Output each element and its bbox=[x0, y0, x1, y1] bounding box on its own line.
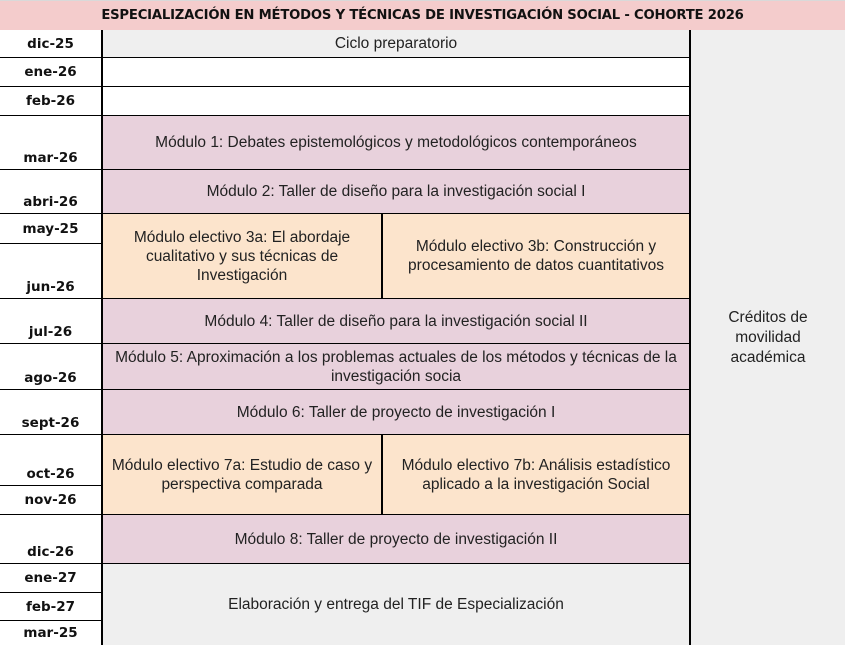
block-modulo-4: Módulo 4: Taller de diseño para la investigación social II bbox=[103, 299, 691, 344]
block-modulo-1: Módulo 1: Debates epistemológicos y metodológicos contemporáneos bbox=[103, 116, 691, 170]
month-label: sept-26 bbox=[0, 390, 103, 435]
month-label: abri-26 bbox=[0, 170, 103, 214]
month-label: nov-26 bbox=[0, 486, 103, 515]
block-modulo-6: Módulo 6: Taller de proyecto de investigación I bbox=[103, 390, 691, 435]
month-label: ene-27 bbox=[0, 564, 103, 593]
page-title: ESPECIALIZACIÓN EN MÉTODOS Y TÉCNICAS DE INVESTIGACIÓN SOCIAL - COHORTE 2026 bbox=[0, 0, 845, 30]
month-label: dic-25 bbox=[0, 30, 103, 58]
month-label: may-25 bbox=[0, 214, 103, 244]
month-label: oct-26 bbox=[0, 435, 103, 486]
month-label: feb-26 bbox=[0, 87, 103, 116]
month-label: ago-26 bbox=[0, 344, 103, 390]
block-modulo-7b: Módulo electivo 7b: Análisis estadístico aplicado a la investigación Social bbox=[383, 435, 691, 515]
block-modulo-5: Módulo 5: Aproximación a los problemas actuales de los métodos y técnicas de la investigación socia bbox=[103, 344, 691, 390]
month-label: jun-26 bbox=[0, 244, 103, 299]
block-ciclo-preparatorio: Ciclo preparatorio bbox=[103, 30, 691, 58]
month-label: feb-27 bbox=[0, 593, 103, 621]
block-modulo-3b: Módulo electivo 3b: Construcción y procesamiento de datos cuantitativos bbox=[383, 214, 691, 299]
month-label: ene-26 bbox=[0, 58, 103, 87]
empty-cell bbox=[103, 58, 691, 87]
side-movilidad bbox=[691, 30, 845, 645]
side-label: Créditos de movilidad académica bbox=[728, 308, 808, 366]
empty-cell bbox=[103, 87, 691, 116]
month-label: jul-26 bbox=[0, 299, 103, 344]
block-modulo-3a: Módulo electivo 3a: El abordaje cualitativo y sus técnicas de Investigación bbox=[103, 214, 383, 299]
block-modulo-8: Módulo 8: Taller de proyecto de investigación II bbox=[103, 515, 691, 564]
month-label: mar-25 bbox=[0, 621, 103, 645]
month-label: dic-26 bbox=[0, 515, 103, 564]
block-tif: Elaboración y entrega del TIF de Especialización bbox=[103, 564, 691, 645]
month-label: mar-26 bbox=[0, 116, 103, 170]
block-modulo-7a: Módulo electivo 7a: Estudio de caso y perspectiva comparada bbox=[103, 435, 383, 515]
block-modulo-2: Módulo 2: Taller de diseño para la investigación social I bbox=[103, 170, 691, 214]
